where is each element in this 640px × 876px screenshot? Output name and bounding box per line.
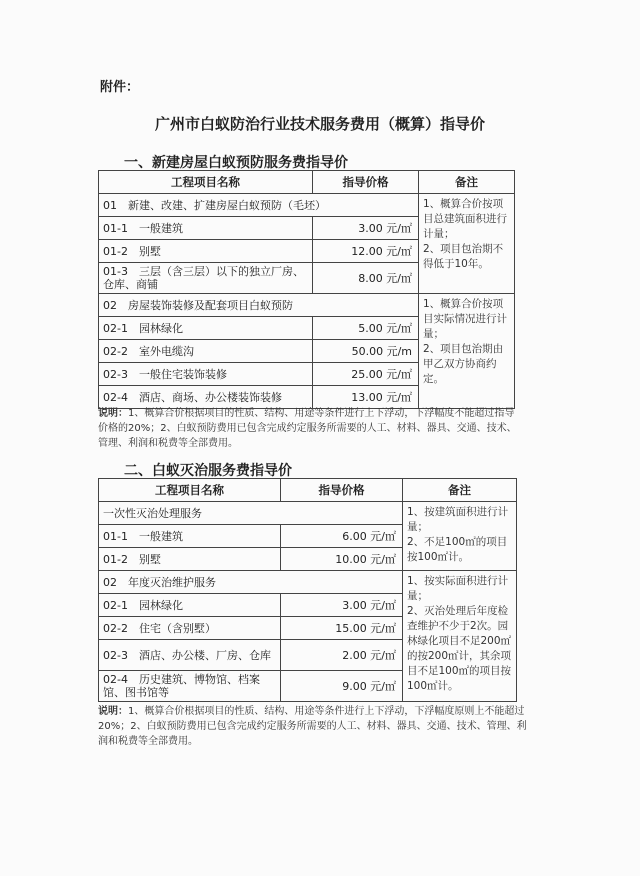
note-label: 说明： <box>98 706 128 717</box>
item-price: 15.00 元/㎡ <box>281 617 403 640</box>
item-name: 02-1 园林绿化 <box>99 594 281 617</box>
item-price: 2.00 元/㎡ <box>281 640 403 671</box>
item-name: 02-3 酒店、办公楼、厂房、仓库 <box>99 640 281 671</box>
group-row <box>99 194 515 217</box>
item-name: 02-2 室外电缆沟 <box>99 340 313 363</box>
group-row <box>99 571 517 594</box>
item-price: 13.00 元/㎡ <box>313 386 419 409</box>
group-row <box>99 294 515 317</box>
item-name: 02-3 一般住宅装饰装修 <box>99 363 313 386</box>
group-label: 01 新建、改建、扩建房屋白蚁预防（毛坯） <box>99 194 419 217</box>
item-name: 02-2 住宅（含别墅） <box>99 617 281 640</box>
section-2-heading: 二、白蚁灭治服务费指导价 <box>124 463 292 479</box>
note-label: 说明： <box>98 408 128 419</box>
item-name: 02-4 酒店、商场、办公楼装饰装修 <box>99 386 313 409</box>
item-price: 25.00 元/㎡ <box>313 363 419 386</box>
document-title: 广州市白蚁防治行业技术服务费用（概算）指导价 <box>154 115 485 133</box>
item-price: 3.00 元/㎡ <box>313 217 419 240</box>
item-price: 3.00 元/㎡ <box>281 594 403 617</box>
item-name: 01-2 别墅 <box>99 548 281 571</box>
attachment-label: 附件： <box>100 80 140 95</box>
section-1-heading: 一、新建房屋白蚁预防服务费指导价 <box>124 155 348 171</box>
item-price: 50.00 元/m <box>313 340 419 363</box>
item-price: 6.00 元/㎡ <box>281 525 403 548</box>
section-1-note <box>98 406 524 451</box>
group-label: 一次性灭治处理服务 <box>99 502 403 525</box>
note-text: 1、概算合价根据项目的性质、结构、用途等条件进行上下浮动，下浮幅度不能超过指导价格的20%；2、白蚁预防费用已包含完成约定服务所需要的人工、材料、器具、交通、技术、管理、利润和税费等全部费用。 <box>98 408 517 449</box>
item-price: 8.00 元/㎡ <box>313 263 419 294</box>
prevention-price-table <box>98 170 515 409</box>
group-label: 02 年度灭治维护服务 <box>99 571 403 594</box>
item-price: 9.00 元/㎡ <box>281 671 403 702</box>
group-row <box>99 502 517 525</box>
item-name: 02-4 历史建筑、博物馆、档案馆、图书馆等 <box>99 671 281 702</box>
table-header-row <box>99 171 515 194</box>
header-remark: 备注 <box>419 171 515 194</box>
item-price: 10.00 元/㎡ <box>281 548 403 571</box>
item-name: 01-1 一般建筑 <box>99 217 313 240</box>
remark-cell: 1、概算合价按项目总建筑面积进行计量； 2、项目包治期不得低于10年。 <box>419 194 515 294</box>
header-item-name: 工程项目名称 <box>99 479 281 502</box>
item-name: 01-2 别墅 <box>99 240 313 263</box>
treatment-price-table <box>98 478 517 702</box>
section-2-note <box>98 704 528 749</box>
item-name: 02-1 园林绿化 <box>99 317 313 340</box>
item-name: 01-3 三层（含三层）以下的独立厂房、仓库、商铺 <box>99 263 313 294</box>
group-label: 02 房屋装饰装修及配套项目白蚁预防 <box>99 294 419 317</box>
header-item-name: 工程项目名称 <box>99 171 313 194</box>
header-remark: 备注 <box>403 479 517 502</box>
item-name: 01-1 一般建筑 <box>99 525 281 548</box>
item-price: 5.00 元/㎡ <box>313 317 419 340</box>
note-text: 1、概算合价根据项目的性质、结构、用途等条件进行上下浮动，下浮幅度原则上不能超过20%；2、白蚁预防费用已包含完成约定服务所需要的人工、材料、器具、交通、技术、管理、利润和税费等全部费用。 <box>98 706 527 747</box>
item-price: 12.00 元/㎡ <box>313 240 419 263</box>
remark-cell: 1、概算合价按项目实际情况进行计量； 2、项目包治期由甲乙双方协商约定。 <box>419 294 515 409</box>
header-price: 指导价格 <box>281 479 403 502</box>
remark-cell: 1、按实际面积进行计量； 2、灭治处理后年度检查维护不少于2次。园林绿化项目不足200㎡的按200㎡计，其余项目不足100㎡的项目按100㎡计。 <box>403 571 517 702</box>
header-price: 指导价格 <box>313 171 419 194</box>
remark-cell: 1、按建筑面积进行计量； 2、不足100㎡的项目按100㎡计。 <box>403 502 517 571</box>
table-header-row <box>99 479 517 502</box>
